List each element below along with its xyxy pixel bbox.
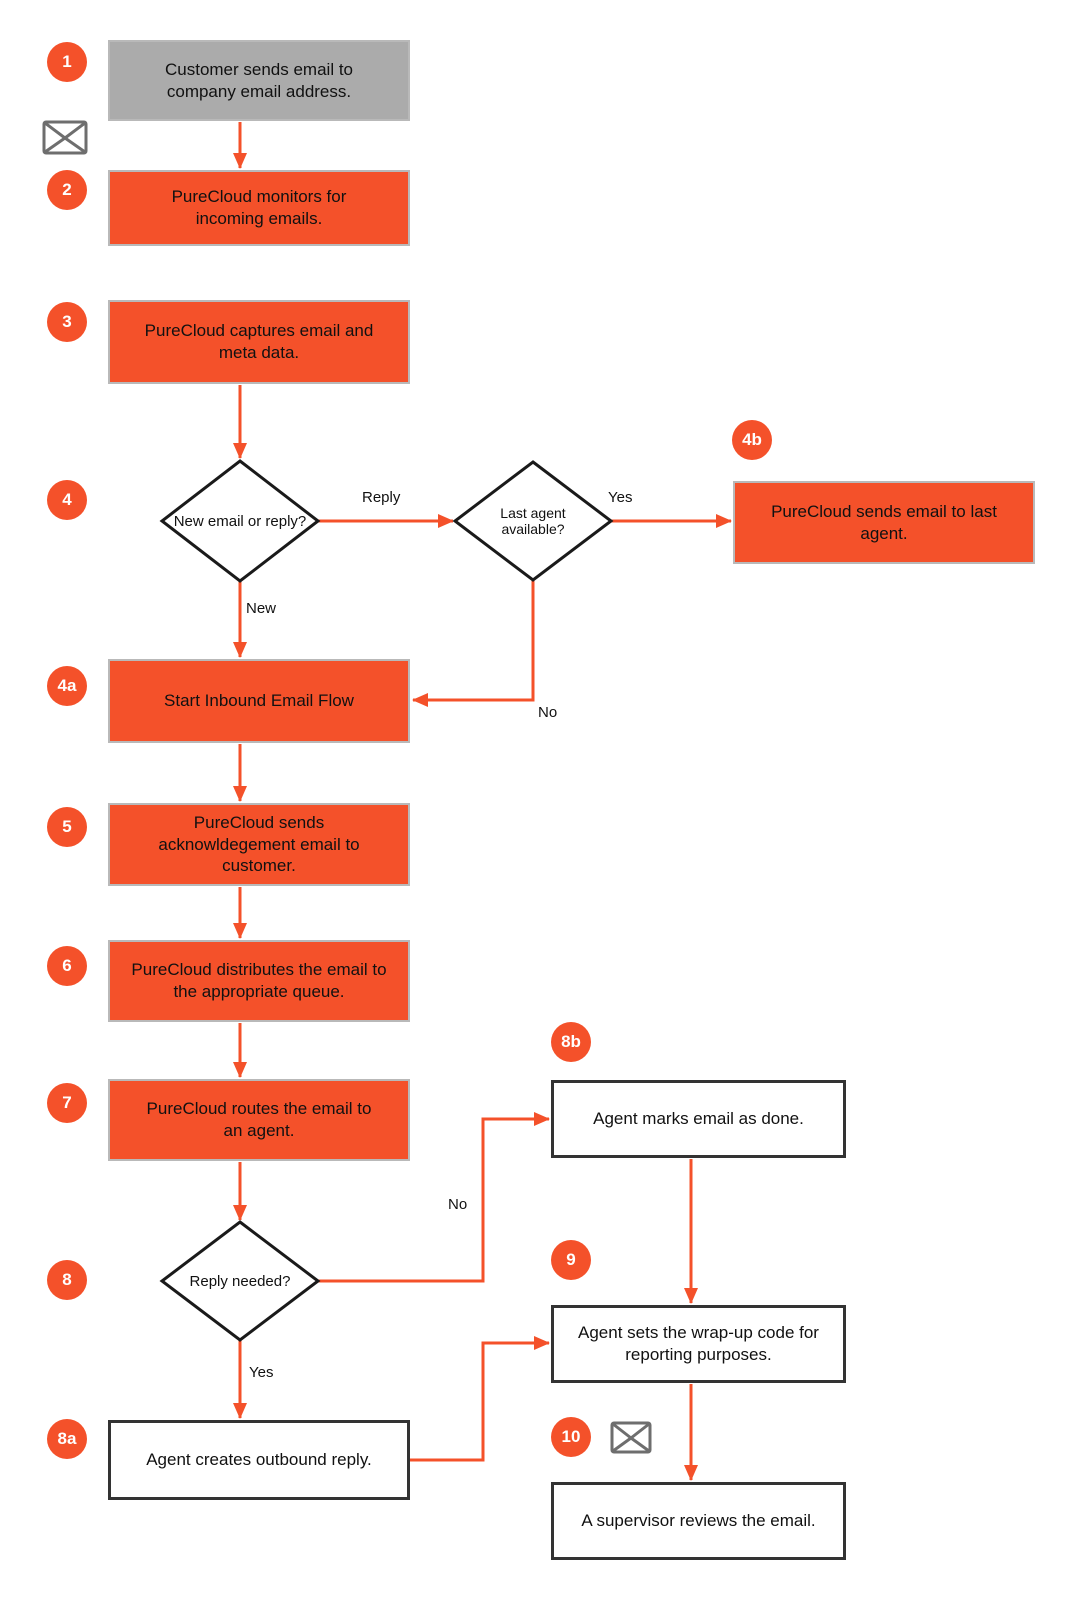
step-badge-10: 10 xyxy=(551,1417,591,1457)
step-badge-4: 4 xyxy=(47,480,87,520)
node-supervisor-reviews: A supervisor reviews the email. xyxy=(551,1482,846,1560)
edge-label-new: New xyxy=(246,600,277,617)
step-badge-3: 3 xyxy=(47,302,87,342)
step-badge-5: 5 xyxy=(47,807,87,847)
node-purecloud-captures: PureCloud captures email and meta data. xyxy=(108,300,410,384)
step-badge-1: 1 xyxy=(47,42,87,82)
step-badge-8: 8 xyxy=(47,1260,87,1300)
edge-label-reply: Reply xyxy=(362,489,401,506)
connector-outbound-reply-to-wrapup xyxy=(410,1343,549,1460)
step-badge-8b: 8b xyxy=(551,1022,591,1062)
step-badge-6: 6 xyxy=(47,946,87,986)
node-sends-to-last-agent: PureCloud sends email to last agent. xyxy=(733,481,1035,564)
node-start-inbound-email-flow: Start Inbound Email Flow xyxy=(108,659,410,743)
node-distributes-to-queue: PureCloud distributes the email to the appropriate queue. xyxy=(108,940,410,1022)
decision-reply-needed-label: Reply needed? xyxy=(189,1272,291,1290)
connector-no-to-start-inbound xyxy=(413,581,533,700)
node-routes-to-agent: PureCloud routes the email to an agent. xyxy=(108,1079,410,1161)
step-badge-2: 2 xyxy=(47,170,87,210)
node-agent-creates-reply: Agent creates outbound reply. xyxy=(108,1420,410,1500)
email-envelope-icon-bottom xyxy=(610,1421,652,1454)
step-badge-7: 7 xyxy=(47,1083,87,1123)
step-badge-8a: 8a xyxy=(47,1419,87,1459)
step-badge-9: 9 xyxy=(551,1240,591,1280)
decision-new-or-reply-label: New email or reply? xyxy=(173,512,307,530)
edge-label-no-reply-needed: No xyxy=(448,1196,468,1213)
step-badge-4b: 4b xyxy=(732,420,772,460)
node-agent-sets-wrapup: Agent sets the wrap-up code for reporting purposes. xyxy=(551,1305,846,1383)
step-badge-4a: 4a xyxy=(47,666,87,706)
decision-last-agent-label: Last agent available? xyxy=(500,505,566,537)
node-sends-acknowledgement: PureCloud sends acknowldegement email to customer. xyxy=(108,803,410,886)
edge-label-yes-last-agent: Yes xyxy=(608,489,633,506)
edge-label-yes-reply-needed: Yes xyxy=(249,1364,274,1381)
edge-label-no-last-agent: No xyxy=(538,704,558,721)
node-customer-sends-email: Customer sends email to company email address. xyxy=(108,40,410,121)
node-agent-marks-done: Agent marks email as done. xyxy=(551,1080,846,1158)
email-envelope-icon-top xyxy=(42,120,88,155)
node-purecloud-monitors: PureCloud monitors for incoming emails. xyxy=(108,170,410,246)
